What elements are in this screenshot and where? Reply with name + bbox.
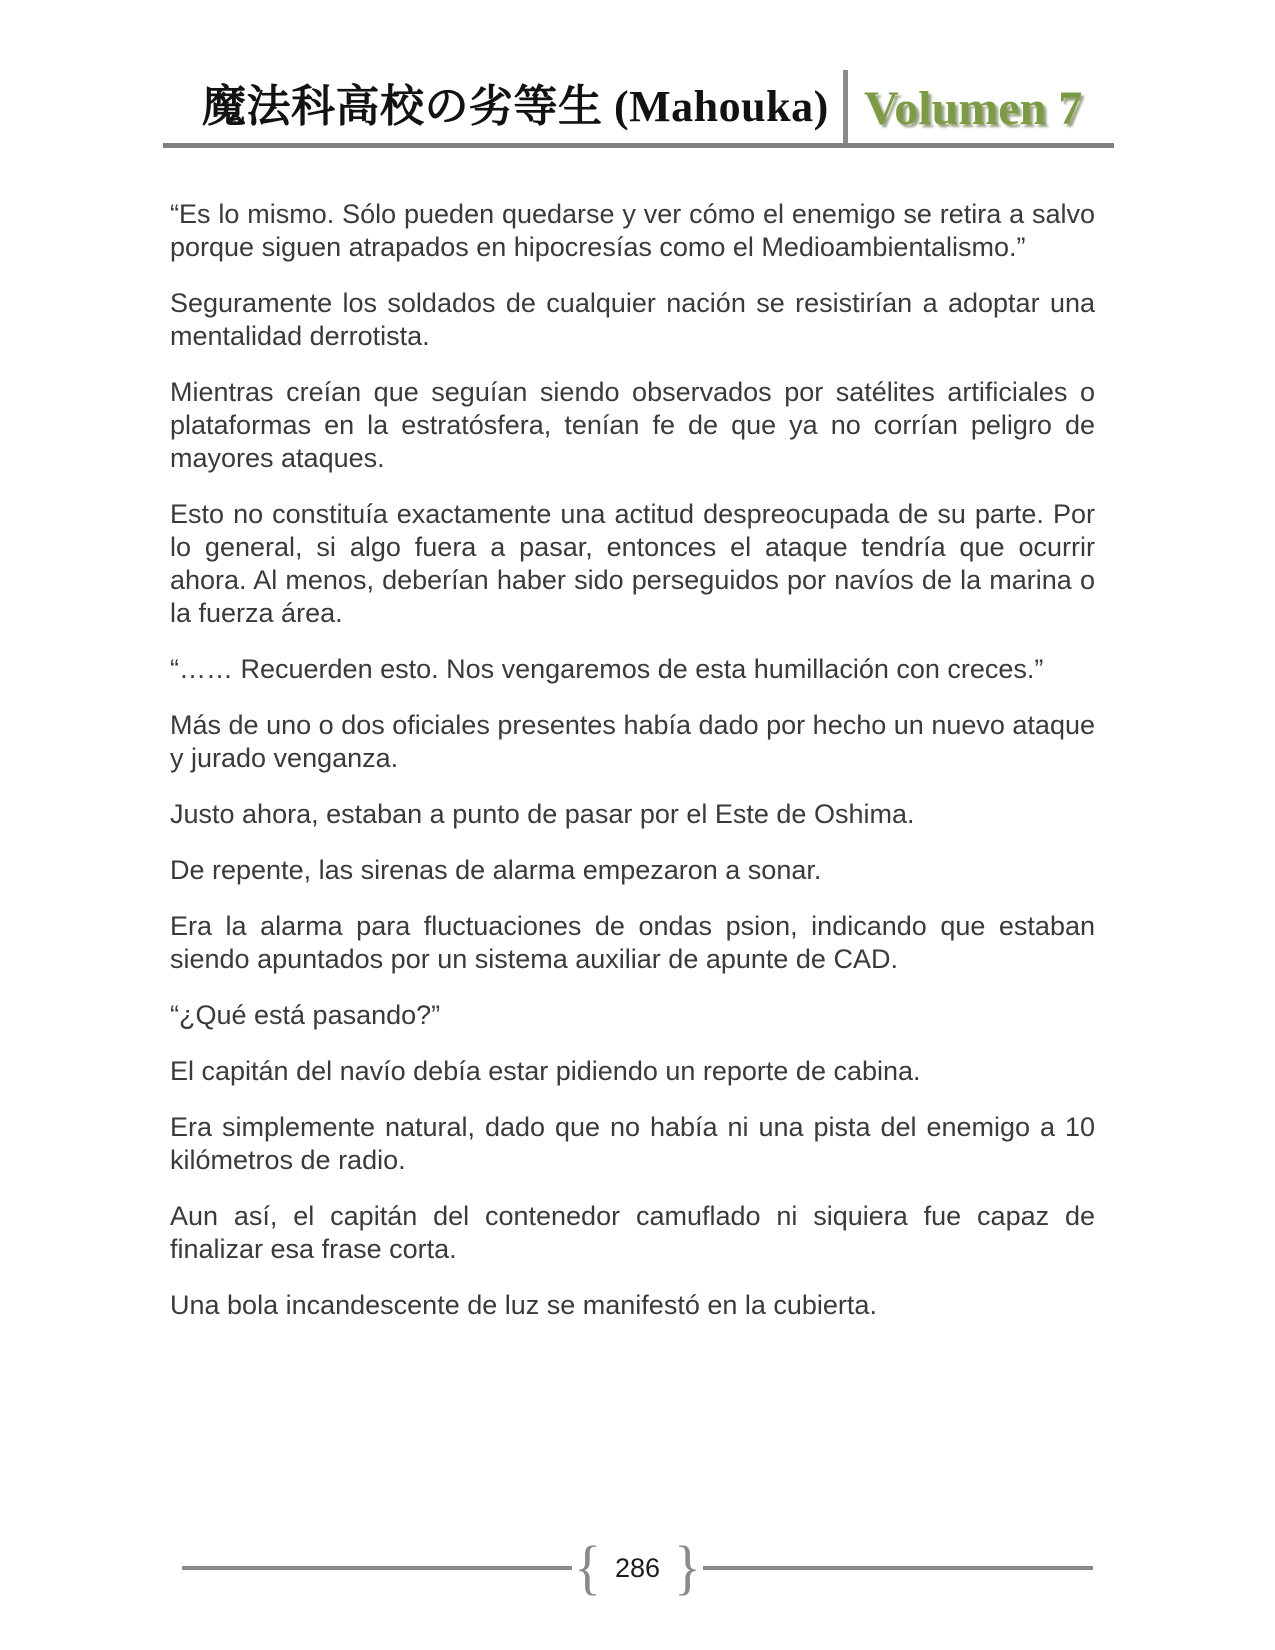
paragraph: Mientras creían que seguían siendo observados por satélites artificiales o plataformas en la estratósfera, tenían fe de que ya no corrían peligro de mayores ataques. [170,377,1095,473]
footer-line-right [703,1566,1093,1570]
paragraph: Una bola incandescente de luz se manifestó en la cubierta. [170,1290,877,1320]
paragraph: “Es lo mismo. Sólo pueden quedarse y ver cómo el enemigo se retira a salvo porque siguen atrapados en hipocresías como el Medioambientalismo.” [170,199,1095,262]
page-header [0,0,1275,148]
page-footer [182,1534,1093,1602]
body-text [170,198,1095,1345]
paragraph: Esto no constituía exactamente una actitud despreocupada de su parte. Por lo general, si algo fuera a pasar, entonces el ataque tendría que ocurrir ahora. Al menos, deberían haber sido perseguidos por navíos de la marina o la fuerza área. [170,499,1095,628]
paragraph: Era la alarma para fluctuaciones de ondas psion, indicando que estaban siendo apuntados por un sistema auxiliar de apunte de CAD. [170,911,1095,974]
paragraph: Más de uno o dos oficiales presentes había dado por hecho un nuevo ataque y jurado venganza. [170,710,1095,773]
paragraph: El capitán del navío debía estar pidiendo un reporte de cabina. [170,1056,921,1086]
paragraph: Era simplemente natural, dado que no había ni una pista del enemigo a 10 kilómetros de radio. [170,1112,1095,1175]
header-rule [163,143,1114,148]
page-number: 286 [614,1552,661,1583]
paragraph: “¿Qué está pasando?” [170,1000,441,1030]
footer-line-left [182,1566,572,1570]
page-number-right-bracket-icon: } [674,1534,701,1602]
paragraph: Seguramente los soldados de cualquier nación se resistirían a adoptar una mentalidad derrotista. [170,288,1095,351]
page-number-left-bracket-icon: { [574,1534,601,1602]
paragraph: Aun así, el capitán del contenedor camuflado ni siquiera fue capaz de finalizar esa frase corta. [170,1201,1095,1264]
header-divider-bar [843,70,848,148]
paragraph: Justo ahora, estaban a punto de pasar por el Este de Oshima. [170,799,915,829]
paragraph: De repente, las sirenas de alarma empezaron a sonar. [170,855,822,885]
paragraph: “…… Recuerden esto. Nos vengaremos de esta humillación con creces.” [170,654,1044,684]
page-title: 魔法科高校の劣等生 (Mahouka) [202,82,829,131]
volume-label: Volumen 7 [864,82,1083,135]
